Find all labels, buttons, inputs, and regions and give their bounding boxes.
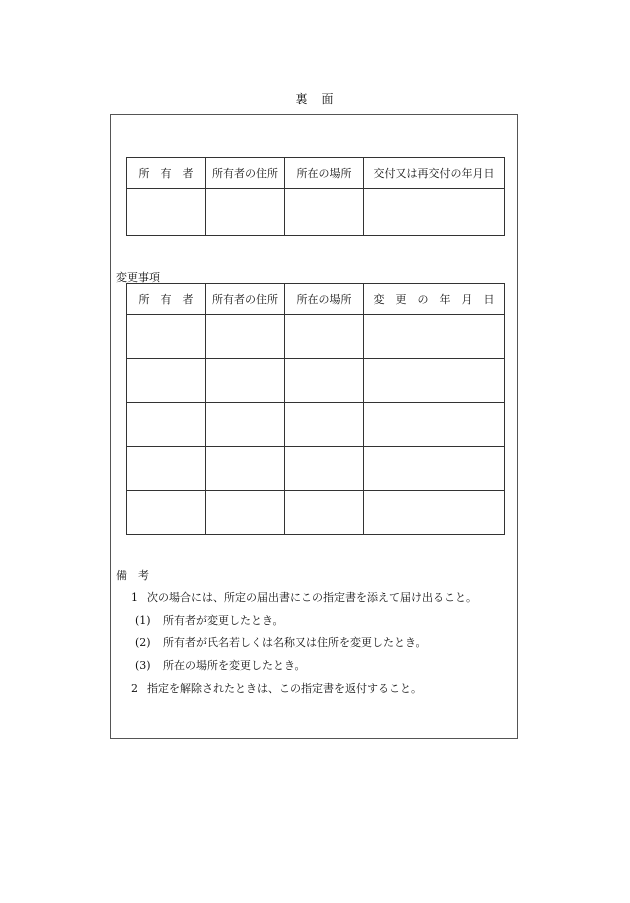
cell-location[interactable] <box>285 491 364 535</box>
cell-location[interactable] <box>285 447 364 491</box>
header-change-date: 変 更 の 年 月 日 <box>364 284 505 315</box>
cell-change-date[interactable] <box>364 315 505 359</box>
header-owner-address: 所有者の住所 <box>206 158 285 189</box>
table-row <box>127 491 505 535</box>
cell-owner-address[interactable] <box>206 447 285 491</box>
cell-location[interactable] <box>285 403 364 447</box>
cell-owner[interactable] <box>127 491 206 535</box>
note-number: (1) <box>135 614 151 627</box>
note-sub-1 <box>135 612 284 628</box>
note-sub-3 <box>135 657 306 673</box>
header-owner: 所 有 者 <box>127 158 206 189</box>
table-row <box>127 315 505 359</box>
changes-header-row <box>127 284 505 315</box>
cell-issue-date[interactable] <box>364 189 505 236</box>
cell-location[interactable] <box>285 315 364 359</box>
note-number: (3) <box>135 659 151 672</box>
cell-owner-address[interactable] <box>206 403 285 447</box>
cell-owner[interactable] <box>127 315 206 359</box>
cell-location[interactable] <box>285 359 364 403</box>
table-row <box>127 359 505 403</box>
form-frame <box>110 114 518 739</box>
note-item-1 <box>131 589 477 605</box>
cell-change-date[interactable] <box>364 447 505 491</box>
cell-location[interactable] <box>285 189 364 236</box>
header-location: 所在の場所 <box>285 284 364 315</box>
header-location: 所在の場所 <box>285 158 364 189</box>
note-text: 所在の場所を変更したとき。 <box>163 659 306 672</box>
cell-owner[interactable] <box>127 359 206 403</box>
changes-label: 変更事項 <box>116 271 160 284</box>
cell-change-date[interactable] <box>364 403 505 447</box>
table-row <box>127 189 505 236</box>
cell-owner-address[interactable] <box>206 189 285 236</box>
cell-owner[interactable] <box>127 447 206 491</box>
cell-owner-address[interactable] <box>206 491 285 535</box>
cell-change-date[interactable] <box>364 359 505 403</box>
table-row <box>127 403 505 447</box>
note-text: 次の場合には、所定の届出書にこの指定書を添えて届け出ること。 <box>147 591 477 604</box>
header-owner-address: 所有者の住所 <box>206 284 285 315</box>
note-number: (2) <box>135 636 151 649</box>
cell-owner[interactable] <box>127 403 206 447</box>
cell-owner-address[interactable] <box>206 359 285 403</box>
note-number: 1 <box>131 591 138 604</box>
page-title: 裏 面 <box>295 92 335 106</box>
note-text: 所有者が氏名若しくは名称又は住所を変更したとき。 <box>163 636 427 649</box>
note-number: 2 <box>131 682 138 695</box>
cell-owner[interactable] <box>127 189 206 236</box>
note-sub-2 <box>135 634 427 650</box>
issuance-header-row <box>127 158 505 189</box>
issuance-table <box>126 157 505 236</box>
note-item-2 <box>131 680 422 696</box>
header-issue-date: 交付又は再交付の年月日 <box>364 158 505 189</box>
changes-table <box>126 283 505 535</box>
cell-change-date[interactable] <box>364 491 505 535</box>
notes-heading: 備 考 <box>116 569 149 582</box>
note-text: 指定を解除されたときは、この指定書を返付すること。 <box>147 682 422 695</box>
note-text: 所有者が変更したとき。 <box>163 614 284 627</box>
table-row <box>127 447 505 491</box>
header-owner: 所 有 者 <box>127 284 206 315</box>
cell-owner-address[interactable] <box>206 315 285 359</box>
